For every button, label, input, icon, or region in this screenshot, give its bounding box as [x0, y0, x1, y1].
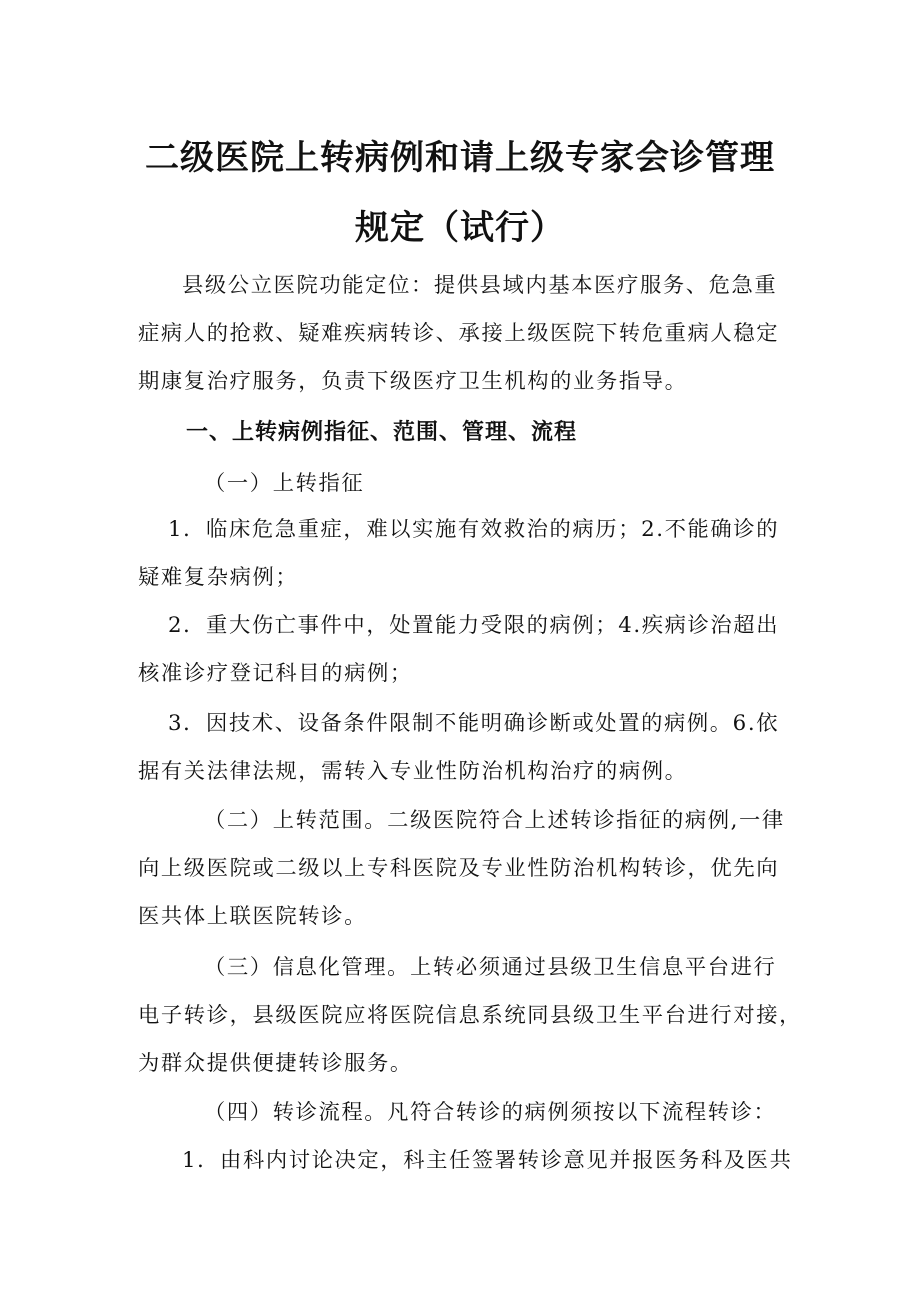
subsection-2-line-1: （二）上转范围。二级医院符合上述转诊指征的病例,一律 — [204, 808, 785, 833]
subsection-1-heading: （一）上转指征 — [204, 471, 365, 496]
document-title-line-2: 规定（试行） — [355, 208, 565, 248]
subsection-2-line-2: 向上级医院或二级以上专科医院及专业性防治机构转诊，优先向 — [138, 856, 780, 881]
item-2-line-2: 核准诊疗登记科目的病例； — [138, 661, 413, 686]
intro-line-2: 症病人的抢救、疑难疾病转诊、承接上级医院下转危重病人稳定 — [138, 321, 780, 346]
step-1-paragraph — [138, 1137, 792, 1185]
subsection-2-paragraph — [138, 797, 792, 941]
subsection-2-line-3: 医共体上联医院转诊。 — [138, 904, 367, 929]
item-2-paragraph — [138, 602, 792, 698]
item-1-line-2: 疑难复杂病例； — [138, 565, 299, 590]
subsection-3-paragraph — [138, 944, 803, 1088]
item-3-line-1: 3．因技术、设备条件限制不能明确诊断或处置的病例。6.依 — [168, 711, 780, 736]
step-1-line-1: 1．由科内讨论决定，科主任签署转诊意见并报医务科及医共 — [182, 1148, 793, 1173]
intro-line-3: 期康复治疗服务，负责下级医疗卫生机构的业务指导。 — [138, 369, 688, 394]
section-1-heading: 一、上转病例指征、范围、管理、流程 — [186, 420, 578, 445]
intro-line-1: 县级公立医院功能定位：提供县域内基本医疗服务、危急重 — [182, 273, 778, 298]
subsection-3-line-3: 为群众提供便捷转诊服务。 — [138, 1051, 413, 1076]
item-3-line-2: 据有关法律法规，需转入专业性防治机构治疗的病例。 — [138, 759, 688, 784]
subsection-3-line-1: （三）信息化管理。上转必须通过县级卫生信息平台进行 — [204, 955, 777, 980]
item-1-paragraph — [138, 506, 792, 602]
item-1-line-1: 1．临床危急重症，难以实施有效救治的病历；2.不能确诊的 — [168, 517, 780, 542]
subsection-4-paragraph — [138, 1089, 792, 1137]
item-3-paragraph — [138, 700, 792, 796]
subsection-4-heading: （四）转诊流程。凡符合转诊的病例须按以下流程转诊： — [204, 1100, 777, 1125]
subsection-3-line-2: 电子转诊，县级医院应将医院信息系统同县级卫生平台进行对接， — [138, 1003, 803, 1028]
document-title-line-1: 二级医院上转病例和请上级专家会诊管理 — [145, 138, 775, 178]
intro-paragraph — [138, 262, 792, 406]
item-2-line-1: 2．重大伤亡事件中，处置能力受限的病例；4.疾病诊治超出 — [168, 613, 780, 638]
